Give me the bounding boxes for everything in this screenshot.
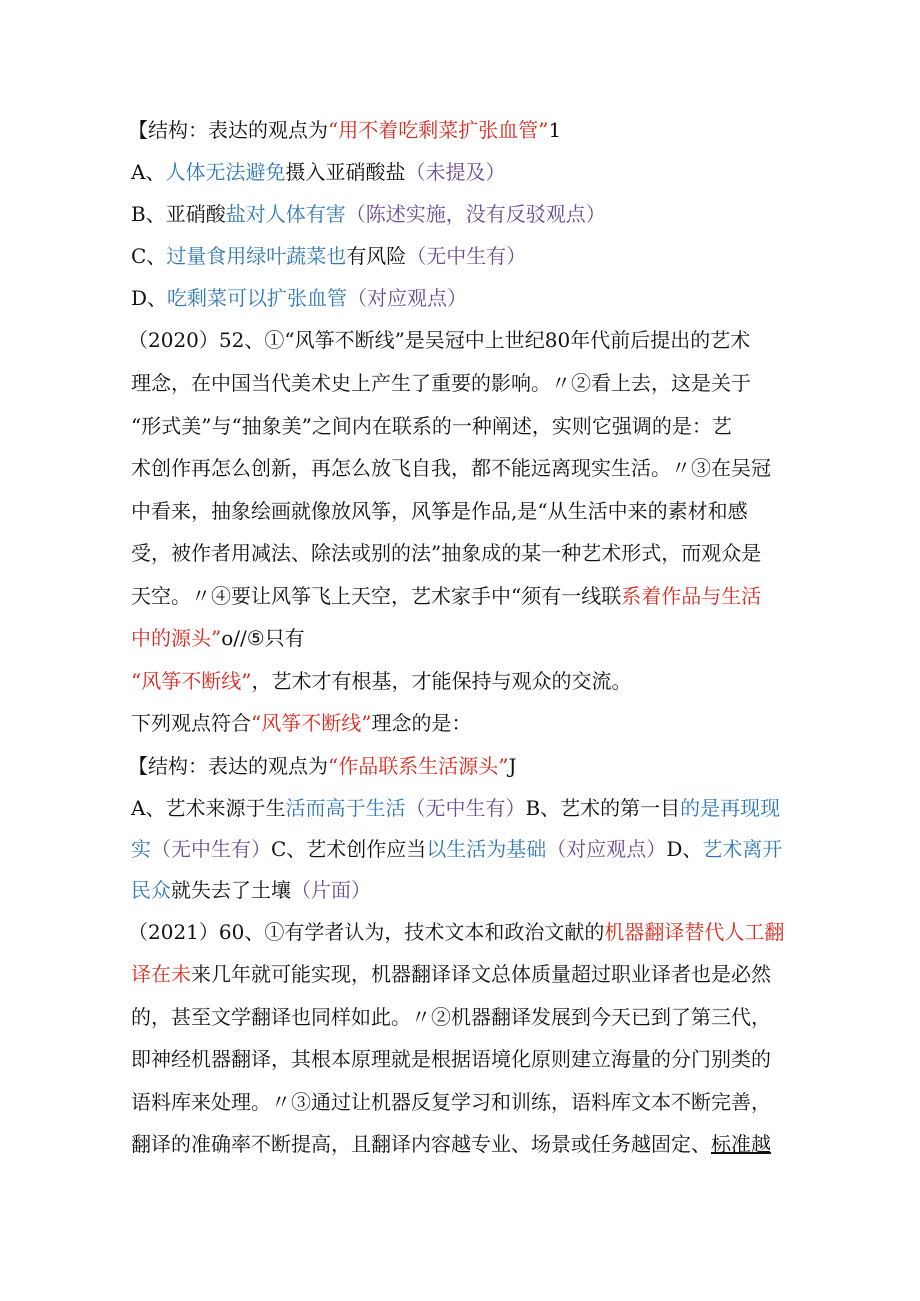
option-label: A、 <box>131 160 166 184</box>
option-b-blue: 的是再现现 <box>680 796 781 820</box>
option-text-blue: 盐对人体有害 <box>225 202 346 226</box>
q3-passage-line-5: 语料库来处理。〃③通过让机器反复学习和训练，语料库文本不断完善， <box>131 1090 771 1114</box>
option-text-blue: 人体无法避免 <box>165 160 286 184</box>
option-text: 有风险 <box>346 244 407 268</box>
passage-underlined: 标准越 <box>711 1132 771 1156</box>
option-b-label: B、艺术的第一目 <box>525 796 681 820</box>
option-b-note: （无中生有） <box>151 837 271 861</box>
passage-text: 翻译的准确率不断提高，且翻译内容越专业、场景或任务越固定、 <box>131 1132 711 1156</box>
option-c-label: C、艺术创作应当 <box>271 837 427 861</box>
option-note: （对应观点） <box>347 286 468 310</box>
structure-highlight: “用不着吃剩菜扩张血管” <box>328 118 549 142</box>
passage-text: （2021）60、①有学者认为，技术文本和政治文献的 <box>128 920 605 944</box>
option-b-blue: 实 <box>131 837 151 861</box>
stem-text: 下列观点符合 <box>131 711 251 735</box>
passage-text: 天空。〃④要让风筝飞上天空，艺术家手中“须有一线联 <box>131 584 622 608</box>
q2-options-line-2 <box>131 837 782 861</box>
passage-text: 来几年就可能实现，机器翻译译文总体质量超过职业译者也是必然 <box>191 962 771 986</box>
option-note: （无中生有） <box>406 244 527 268</box>
q2-passage-line-1: （2020）52、①“风筝不断线”是吴冠中上世纪80年代前后提出的艺术 <box>128 328 751 352</box>
structure-prefix: 【结构：表达的观点为 <box>128 118 328 142</box>
q2-passage-line-5: 中看来，抽象绘画就像放风筝，风筝是作品,是“从生活中来的素材和感 <box>131 499 748 523</box>
q2-passage-line-6: 受，被作者用减法、除法或别的法”抽象成的某一种艺术形式，而观众是 <box>131 541 762 565</box>
option-d-text: 就失去了土壤 <box>171 878 291 902</box>
structure-prefix: 【结构：表达的观点为 <box>128 754 328 778</box>
option-d-blue: 艺术离开 <box>702 837 783 861</box>
q1-option-b <box>131 202 606 226</box>
q2-passage-line-4: 术创作再怎么创新，再怎么放飞自我，都不能远离现实生活。〃③在吴冠 <box>131 456 771 480</box>
q2-options-line-3 <box>131 878 371 902</box>
q1-option-a <box>131 160 505 184</box>
option-text-blue: 吃剩菜可以扩张血管 <box>167 286 348 310</box>
option-a-label: A、艺术来源于生 <box>131 796 286 820</box>
option-note: （陈述实施，没有反驳观点） <box>345 202 606 226</box>
passage-text: o//⑤只有 <box>221 626 305 650</box>
option-text-blue: 过量食用绿叶蔬菜也 <box>166 244 347 268</box>
structure-suffix: 1 <box>548 118 562 142</box>
option-a-note: （无中生有） <box>405 796 526 820</box>
option-text: 亚硝酸 <box>165 202 226 226</box>
stem-text: 理念的是： <box>371 711 472 735</box>
option-note: （未提及） <box>405 160 506 184</box>
option-text: 摄入亚硝酸盐 <box>285 160 406 184</box>
q2-options-line-1 <box>131 796 780 820</box>
q3-passage-line-2 <box>131 962 771 986</box>
passage-highlight: 系着作品与生活 <box>621 584 762 608</box>
q2-passage-line-9 <box>131 669 631 693</box>
structure-highlight: “作品联系生活源头” <box>328 754 509 778</box>
passage-highlight: 机器翻译替代人工翻 <box>604 920 785 944</box>
q2-passage-line-7 <box>131 584 761 608</box>
option-label: B、 <box>131 202 166 226</box>
option-a-blue: 活而高于生活 <box>285 796 406 820</box>
passage-highlight: 中的源头” <box>131 626 222 650</box>
structure-suffix: J <box>508 754 517 778</box>
option-label: D、 <box>131 286 168 310</box>
passage-highlight: 译在未 <box>131 962 191 986</box>
option-d-note: （片面） <box>291 878 371 902</box>
q2-passage-line-8 <box>131 626 305 650</box>
q2-passage-line-2: 理念，在中国当代美术史上产生了重要的影响。〃②看上去，这是关于 <box>131 371 751 395</box>
q2-question-stem <box>131 711 471 735</box>
option-d-label: D、 <box>666 837 703 861</box>
passage-highlight: “风筝不断线” <box>131 669 252 693</box>
q3-passage-line-1 <box>128 920 784 944</box>
q2-structure-line <box>128 754 516 778</box>
q3-passage-line-6 <box>131 1132 771 1156</box>
option-c-note: （对应观点） <box>546 837 667 861</box>
q1-option-d <box>131 286 467 310</box>
passage-text: ，艺术才有根基，才能保持与观众的交流。 <box>251 669 632 693</box>
option-label: C、 <box>131 244 167 268</box>
q1-structure-line <box>128 118 561 142</box>
option-d-blue: 民众 <box>131 878 171 902</box>
option-c-blue: 以生活为基础 <box>426 837 547 861</box>
q1-option-c <box>131 244 526 268</box>
q3-passage-line-4: 即神经机器翻译，其根本原理就是根据语境化原则建立海量的分门别类的 <box>131 1047 771 1071</box>
q3-passage-line-3: 的，甚至文学翻译也同样如此。〃②机器翻译发展到今天已到了第三代， <box>131 1005 771 1029</box>
q2-passage-line-3: “形式美”与“抽象美”之间内在联系的一种阐述，实则它强调的是：艺 <box>131 414 732 438</box>
stem-highlight: “风筝不断线” <box>251 711 372 735</box>
